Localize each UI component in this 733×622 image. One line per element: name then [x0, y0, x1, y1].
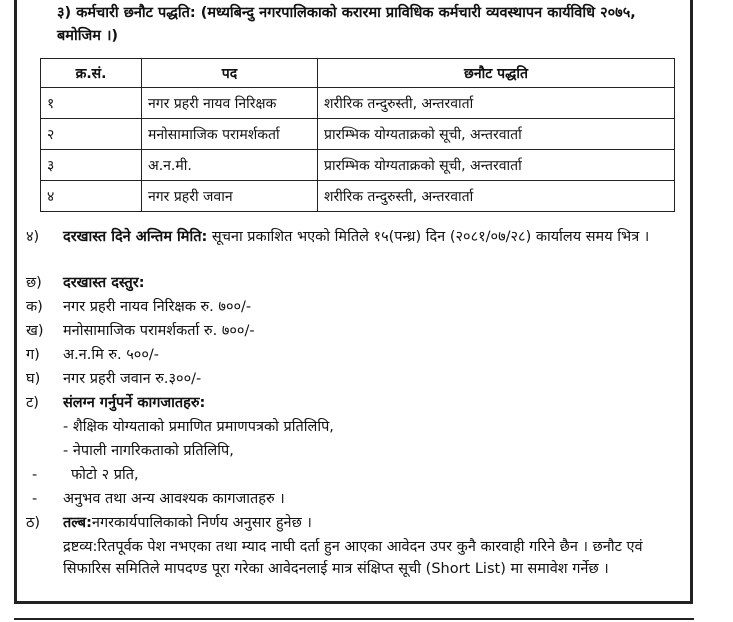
bottom-divider — [14, 618, 694, 620]
table-row — [41, 181, 675, 212]
list-marker: - — [32, 467, 38, 483]
column-header-method: छनौट पद्धति — [318, 59, 675, 88]
cell-post: मनोसामाजिक परामर्शकर्ता — [142, 119, 318, 150]
cell-post: नगर प्रहरी नायव निरिक्षक — [142, 88, 318, 119]
cell-method: शरीरिक तन्दुरुस्ती, अन्तरवार्ता — [318, 181, 675, 212]
fee-item-text: नगर प्रहरी नायव निरिक्षक रु. ७००/- — [63, 299, 252, 315]
posts-table — [40, 58, 675, 212]
list-marker: - — [32, 491, 38, 507]
fee-item-text: अ.न.मि रु. ५००/- — [63, 347, 160, 363]
deadline-text: सूचना प्रकाशित भएको मितिले १५(पन्ध्र) दिन (२०८१/०७/२८) कार्यालय समय भित्र । — [207, 229, 650, 245]
attachment-item-text: अनुभव तथा अन्य आवश्यक कागजातहरु । — [63, 491, 285, 507]
cell-method: शरीरिक तन्दुरुस्ती, अन्तरवार्ता — [318, 88, 675, 119]
table-row — [41, 88, 675, 119]
attachment-item-text: - नेपाली नागरिकताको प्रतिलिपि, — [63, 443, 234, 459]
table-row — [41, 119, 675, 150]
list-marker: क) — [26, 299, 43, 315]
deadline-marker: ४) — [26, 229, 40, 245]
cell-post: अ.न.मी. — [142, 150, 318, 181]
list-marker: ख) — [26, 323, 44, 339]
fee-marker: छ) — [26, 275, 42, 291]
fee-item-text: नगर प्रहरी जवान रु.३००/- — [63, 371, 202, 387]
deadline-label: दरखास्त दिने अन्तिम मिति: — [63, 229, 208, 245]
cell-method: प्रारम्भिक योग्यताक्रको सूची, अन्तरवार्ता — [318, 150, 675, 181]
salary-label: तल्ब: — [63, 515, 92, 531]
selection-method-heading: ३) कर्मचारी छनौट पद्धति: (मध्यबिन्दु नगरपालिकाको करारमा प्राविधिक कर्मचारी व्यवस्थापन कार्यविधि २०७५, बमोजिम ।) — [57, 5, 636, 44]
table-header-row — [41, 59, 675, 88]
table-row — [41, 150, 675, 181]
cell-method: प्रारम्भिक योग्यताक्रको सूची, अन्तरवार्ता — [318, 119, 675, 150]
cell-post: नगर प्रहरी जवान — [142, 181, 318, 212]
attachments-label: संलग्न गर्नुपर्ने कागजातहरु: — [63, 395, 206, 411]
cell-serial: २ — [41, 119, 142, 150]
cell-serial: ४ — [41, 181, 142, 212]
attachment-item-text: फोटो २ प्रति, — [71, 467, 139, 483]
column-header-post: पद — [142, 59, 318, 88]
attachment-item-text: - शैक्षिक योग्यताको प्रमाणित प्रमाणपत्रको प्रतिलिपि, — [63, 419, 334, 435]
cell-serial: १ — [41, 88, 142, 119]
salary-marker: ठ) — [26, 515, 41, 531]
column-header-serial: क्र.सं. — [41, 59, 142, 88]
fee-item-text: मनोसामाजिक परामर्शकर्ता रु. ७००/- — [63, 323, 255, 339]
fee-label: दरखास्त दस्तुर: — [63, 275, 145, 291]
salary-text: नगरकार्यपालिकाको निर्णय अनुसार हुनेछ । — [91, 515, 312, 531]
list-marker: ग) — [26, 347, 40, 363]
list-marker: घ) — [26, 371, 41, 387]
notice-text: द्रष्टव्य:रितपूर्वक पेश नभएका तथा म्याद नाघी दर्ता हुन आएका आवेदन उपर कुनै कारवाही गरिने छैन । छनौट एवं सिफारिस समितिले मापदण्ड पूरा गरेका आवेदनलाई मात्र संक्षिप्त सूची (Short List) मा समावेश गर्नेछ । — [63, 539, 643, 577]
attachments-marker: ट) — [26, 395, 39, 411]
cell-serial: ३ — [41, 150, 142, 181]
